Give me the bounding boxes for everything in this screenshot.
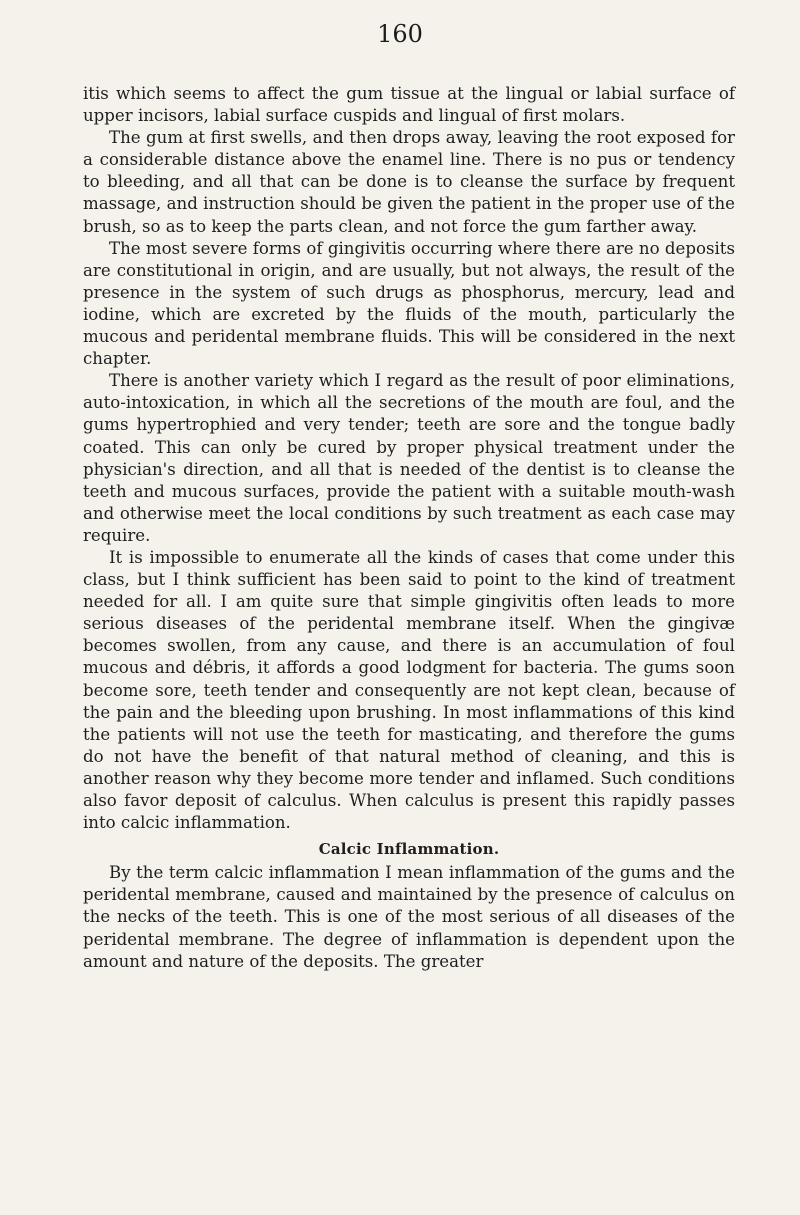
paragraph-auto-intoxication: There is another variety which I regard as the result of poor eliminations, auto-intoxication, in which all the secretions of the mouth are foul, and the gums hypertrophied and very tender; teeth are sore and the tongue badly coated. This can only be cured by proper physical treatment under the physician's direction, and all that is needed of the dentist is to cleanse the teeth and mucous surfaces, provide the patient with a suitable mouth-wash and otherwise meet the local conditions by such treatment as each case may require. bbox=[83, 371, 735, 545]
section-heading-calcic-inflammation: Calcic Inflammation. bbox=[318, 840, 500, 859]
body-text bbox=[83, 83, 735, 973]
paragraph-calcic-definition: By the term calcic inflammation I mean inflammation of the gums and the peridental membrane, caused and maintained by the presence of calculus on the necks of the teeth. This is one of the most serious of all diseases of the peridental membrane. The degree of inflammation is dependent upon the amount and nature of the deposits. The greater bbox=[83, 863, 735, 971]
paragraph-severe-gingivitis: The most severe forms of gingivitis occurring where there are no deposits are constitutional in origin, and are usually, but not always, the result of the presence in the system of such drugs as phosphorus, mercury, lead and iodine, which are excreted by the fluids of the mouth, particularly the mucous and peridental membrane fluids. This will be considered in the next chapter. bbox=[83, 238, 735, 369]
paragraph-enumerate-cases: It is impossible to enumerate all the kinds of cases that come under this class, but I think sufficient has been said to point to the kind of treatment needed for all. I am quite sure that simple gingivitis often leads to more serious diseases of the peridental membrane itself. When the gingivæ becomes swollen, from any cause, and there is an accumulation of foul mucous and débris, it affords a good lodgment for bacteria. The gums soon become sore, teeth tender and consequently are not kept clean, because of the pain and the bleeding upon brushing. In most inflammations of this kind the patients will not use the teeth for masticating, and therefore the gums do not have the benefit of that natural method of cleaning, and this is another reason why they become more tender and inflamed. Such conditions also favor deposit of calculus. When calculus is present this rapidly passes into calcic inflammation. bbox=[83, 547, 735, 833]
page-number: 160 bbox=[377, 20, 423, 48]
paragraph-gum-swelling: The gum at first swells, and then drops away, leaving the root exposed for a considerable distance above the enamel line. There is no pus or tendency to bleeding, and all that can be done is to cleanse the surface by frequent massage, and instruction should be given the patient in the proper use of the brush, so as to keep the parts clean, and not force the gum farther away. bbox=[83, 128, 735, 236]
paragraph-continued: itis which seems to affect the gum tissue at the lingual or labial surface of upper incisors, labial surface cuspids and lingual of first molars. bbox=[83, 84, 735, 126]
